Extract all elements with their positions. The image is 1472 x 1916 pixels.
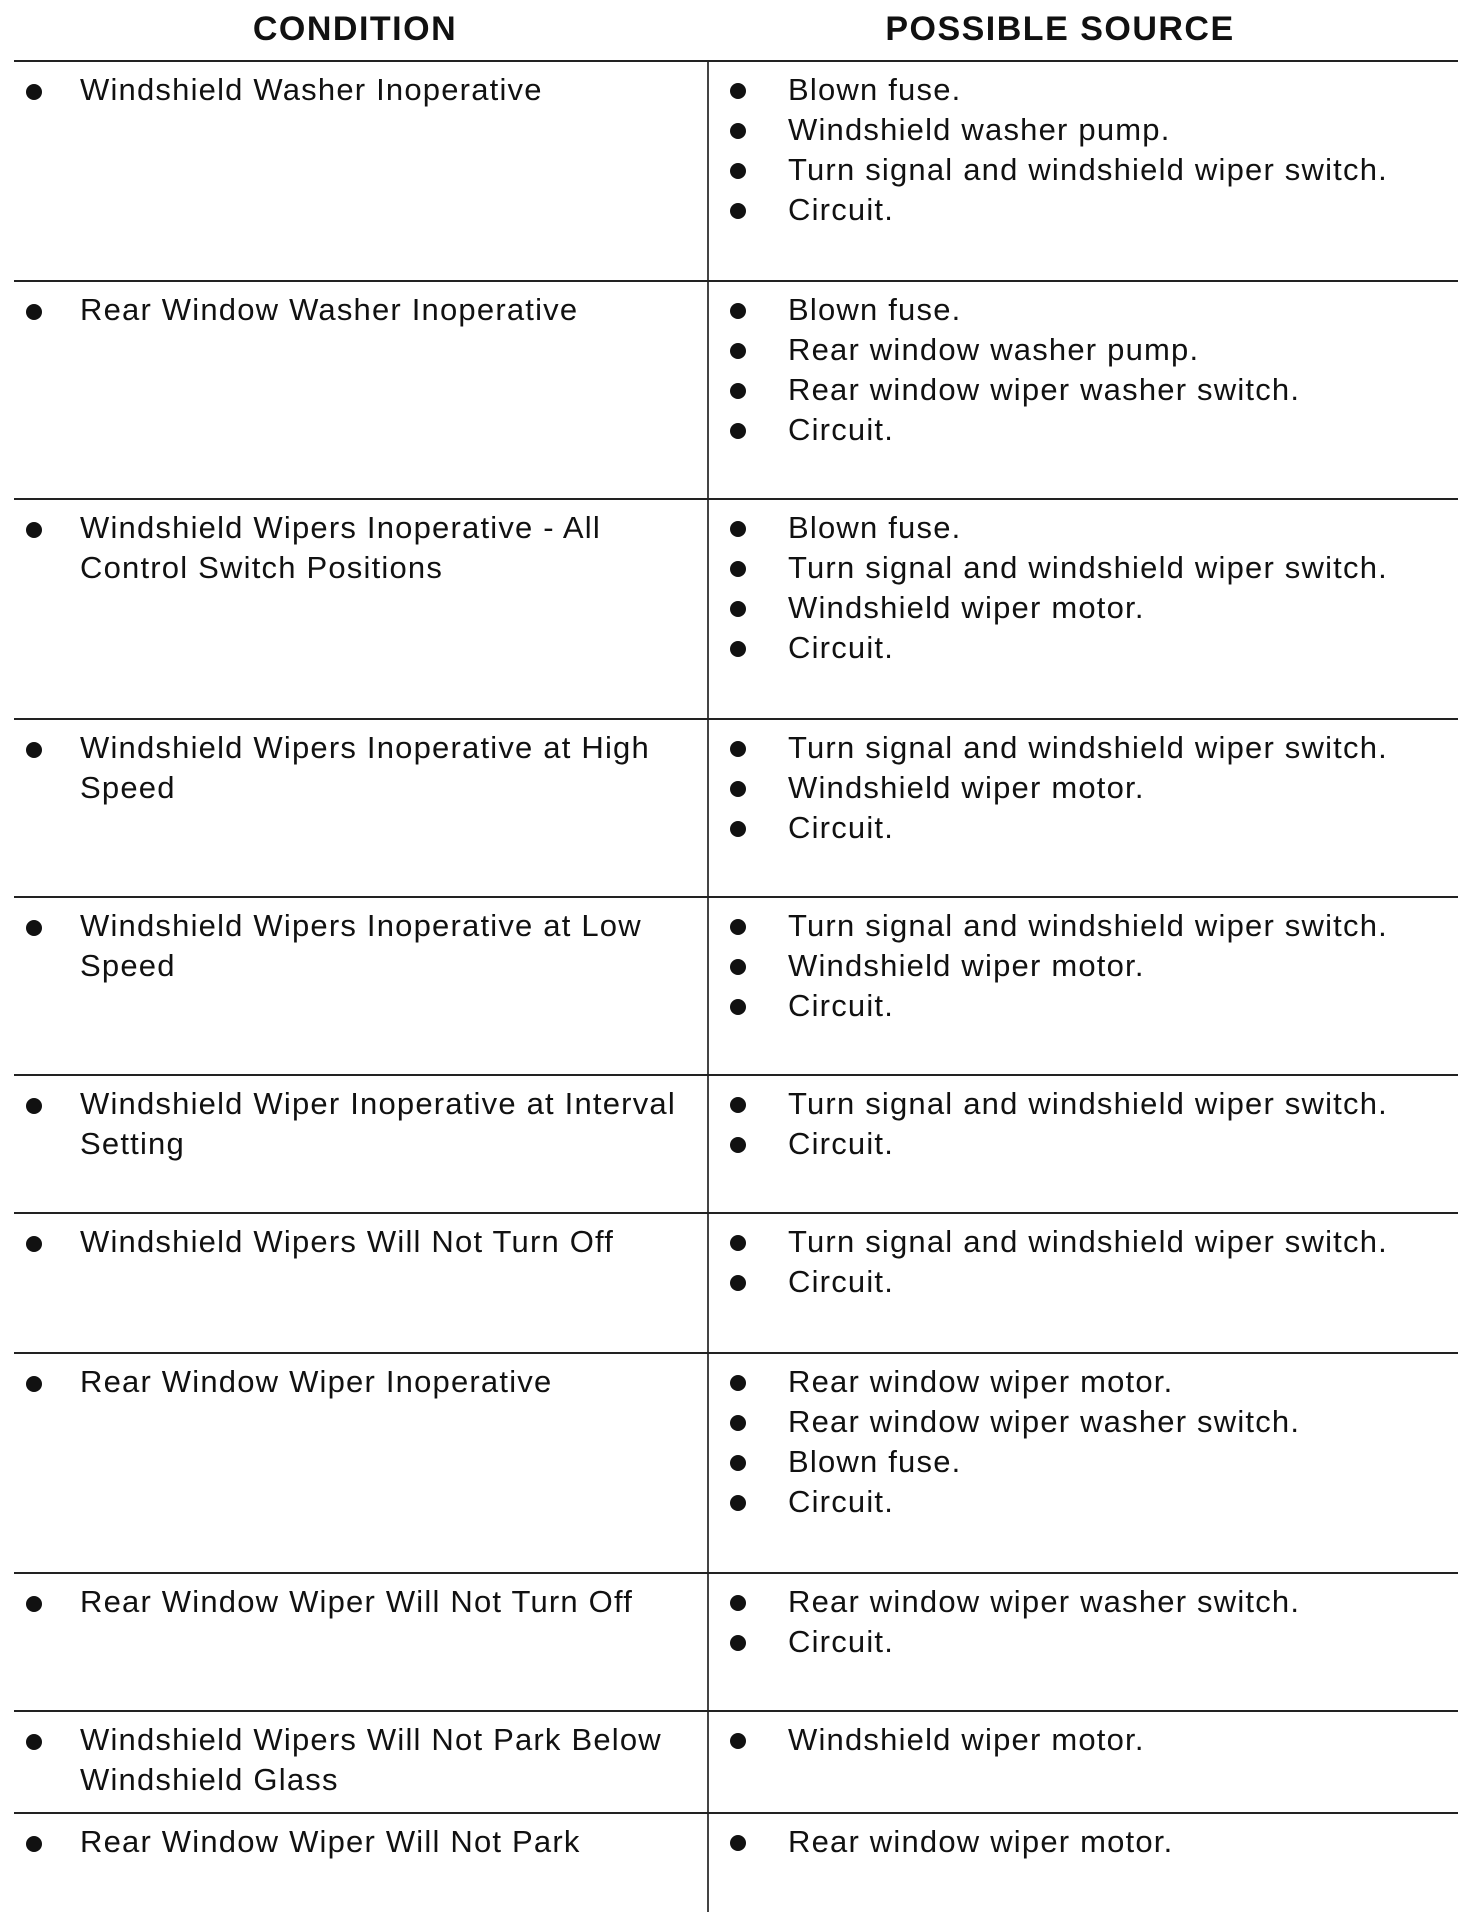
bullet-icon [730, 1495, 746, 1511]
condition-text: Rear Window Wiper Will Not Park [80, 1824, 581, 1859]
bullet-icon [730, 1375, 746, 1391]
source-text: Circuit. [788, 192, 895, 227]
bullet-icon [730, 741, 746, 757]
source-item [720, 946, 1460, 986]
source-item [720, 70, 1460, 110]
row-divider [14, 1572, 1458, 1574]
row-divider [14, 896, 1458, 898]
bullet-icon [730, 601, 746, 617]
bullet-icon [730, 1275, 746, 1291]
source-list [720, 1822, 1460, 1862]
condition-text: Rear Window Washer Inoperative [80, 292, 579, 327]
column-divider [707, 62, 709, 1912]
bullet-icon [730, 821, 746, 837]
source-item [720, 1482, 1460, 1522]
source-text: Rear window wiper motor. [788, 1824, 1174, 1859]
condition-text: Windshield Wipers Inoperative - All Control Switch Positions [80, 510, 601, 585]
source-text: Turn signal and windshield wiper switch. [788, 1086, 1388, 1121]
source-text: Windshield washer pump. [788, 112, 1171, 147]
source-text: Turn signal and windshield wiper switch. [788, 908, 1388, 943]
source-item [720, 508, 1460, 548]
header-divider [14, 60, 1458, 62]
source-list [720, 290, 1460, 450]
bullet-icon [730, 959, 746, 975]
source-item [720, 290, 1460, 330]
source-text: Blown fuse. [788, 510, 962, 545]
bullet-icon [26, 1836, 42, 1852]
bullet-icon [730, 1733, 746, 1749]
condition-header: CONDITION [252, 10, 458, 48]
row-divider [14, 1212, 1458, 1214]
row-divider [14, 1074, 1458, 1076]
source-text: Blown fuse. [788, 72, 962, 107]
source-item [720, 1402, 1460, 1442]
bullet-icon [26, 1376, 42, 1392]
source-item [720, 1362, 1460, 1402]
source-text: Circuit. [788, 412, 895, 447]
source-text: Rear window wiper motor. [788, 1364, 1174, 1399]
bullet-icon [730, 1595, 746, 1611]
source-text: Circuit. [788, 1624, 895, 1659]
source-list [720, 1084, 1460, 1164]
source-list [720, 1362, 1460, 1522]
source-text: Windshield wiper motor. [788, 770, 1145, 805]
bullet-icon [730, 641, 746, 657]
source-list [720, 906, 1460, 1026]
source-text: Turn signal and windshield wiper switch. [788, 152, 1388, 187]
source-item [720, 906, 1460, 946]
row-divider [14, 1710, 1458, 1712]
bullet-icon [730, 1137, 746, 1153]
condition-text: Windshield Wipers Will Not Turn Off [80, 1224, 615, 1259]
source-item [720, 1262, 1460, 1302]
bullet-icon [730, 1635, 746, 1651]
source-item [720, 1084, 1460, 1124]
bullet-icon [730, 919, 746, 935]
bullet-icon [730, 383, 746, 399]
bullet-icon [26, 84, 42, 100]
bullet-icon [730, 1097, 746, 1113]
source-item [720, 768, 1460, 808]
source-item [720, 330, 1460, 370]
condition-text: Windshield Washer Inoperative [80, 72, 543, 107]
source-item [720, 150, 1460, 190]
bullet-icon [730, 203, 746, 219]
bullet-icon [730, 83, 746, 99]
row-divider [14, 1812, 1458, 1814]
source-item [720, 728, 1460, 768]
bullet-icon [26, 742, 42, 758]
row-divider [14, 1352, 1458, 1354]
source-list [720, 508, 1460, 668]
source-text: Turn signal and windshield wiper switch. [788, 730, 1388, 765]
bullet-icon [730, 303, 746, 319]
row-divider [14, 718, 1458, 720]
source-text: Rear window wiper washer switch. [788, 372, 1301, 407]
bullet-icon [730, 123, 746, 139]
condition-text: Windshield Wipers Inoperative at High Speed [80, 730, 650, 805]
source-list [720, 1222, 1460, 1302]
source-text: Circuit. [788, 988, 895, 1023]
bullet-icon [730, 561, 746, 577]
source-text: Blown fuse. [788, 292, 962, 327]
bullet-icon [730, 521, 746, 537]
condition-text: Rear Window Wiper Inoperative [80, 1364, 553, 1399]
bullet-icon [730, 1835, 746, 1851]
source-item [720, 628, 1460, 668]
bullet-icon [730, 1235, 746, 1251]
row-divider [14, 280, 1458, 282]
bullet-icon [26, 1596, 42, 1612]
bullet-icon [730, 1415, 746, 1431]
source-item [720, 588, 1460, 628]
source-item [720, 410, 1460, 450]
table-header [0, 0, 1472, 62]
bullet-icon [26, 522, 42, 538]
bullet-icon [26, 304, 42, 320]
source-item [720, 1124, 1460, 1164]
source-text: Circuit. [788, 810, 895, 845]
source-text: Windshield wiper motor. [788, 948, 1145, 983]
source-item [720, 1222, 1460, 1262]
bullet-icon [730, 343, 746, 359]
source-item [720, 1582, 1460, 1622]
condition-text: Windshield Wiper Inoperative at Interval Setting [80, 1086, 676, 1161]
source-list [720, 1582, 1460, 1662]
source-text: Rear window washer pump. [788, 332, 1200, 367]
source-text: Circuit. [788, 630, 895, 665]
bullet-icon [730, 1455, 746, 1471]
source-item [720, 808, 1460, 848]
source-text: Circuit. [788, 1126, 895, 1161]
source-item [720, 110, 1460, 150]
source-item [720, 548, 1460, 588]
source-item [720, 1622, 1460, 1662]
bullet-icon [26, 1098, 42, 1114]
source-text: Rear window wiper washer switch. [788, 1404, 1301, 1439]
source-item [720, 1442, 1460, 1482]
source-list [720, 70, 1460, 230]
source-list [720, 728, 1460, 848]
source-item [720, 1822, 1460, 1862]
source-item [720, 1720, 1460, 1760]
bullet-icon [730, 163, 746, 179]
bullet-icon [730, 423, 746, 439]
bullet-icon [26, 1734, 42, 1750]
source-text: Blown fuse. [788, 1444, 962, 1479]
condition-text: Rear Window Wiper Will Not Turn Off [80, 1584, 634, 1619]
bullet-icon [26, 1236, 42, 1252]
source-list [720, 1720, 1460, 1760]
source-text: Rear window wiper washer switch. [788, 1584, 1301, 1619]
bullet-icon [730, 999, 746, 1015]
source-text: Circuit. [788, 1484, 895, 1519]
bullet-icon [26, 920, 42, 936]
source-text: Turn signal and windshield wiper switch. [788, 550, 1388, 585]
source-text: Turn signal and windshield wiper switch. [788, 1224, 1388, 1259]
source-item [720, 986, 1460, 1026]
row-divider [14, 498, 1458, 500]
source-text: Windshield wiper motor. [788, 1722, 1145, 1757]
condition-text: Windshield Wipers Will Not Park Below Windshield Glass [80, 1722, 662, 1797]
source-item [720, 190, 1460, 230]
possible-source-header: POSSIBLE SOURCE [885, 10, 1235, 48]
source-text: Circuit. [788, 1264, 895, 1299]
source-text: Windshield wiper motor. [788, 590, 1145, 625]
bullet-icon [730, 781, 746, 797]
condition-text: Windshield Wipers Inoperative at Low Speed [80, 908, 642, 983]
source-item [720, 370, 1460, 410]
